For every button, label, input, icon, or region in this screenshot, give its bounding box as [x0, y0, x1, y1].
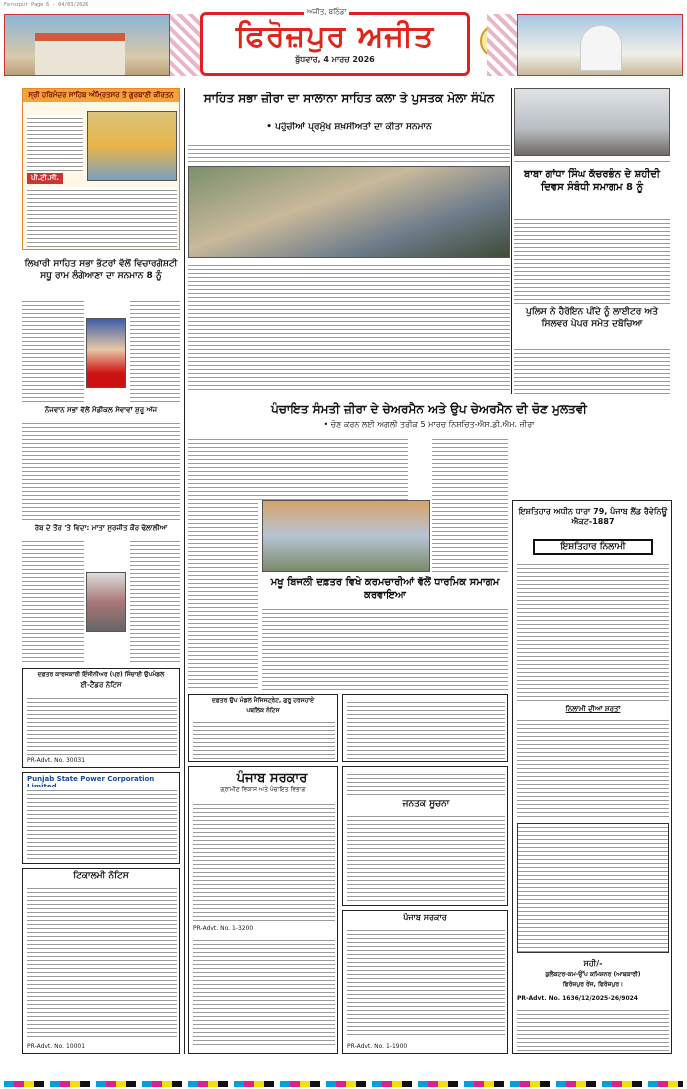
irrigation-tender-title: ਦਫ਼ਤਰ ਕਾਰਜਕਾਰੀ ਇੰਜੀਨੀਅਰ (ਪ੍ਰ) ਸਿੰਚਾਈ ਉਪਮੰਡਲ [37, 671, 165, 678]
sdm-notice-body [193, 719, 335, 759]
obit-text-right [130, 538, 180, 664]
edition-label: ਅਜੀਤ, ਬਠਿੰਡਾ [304, 8, 349, 17]
left-story1-headline: ਲਿਖਾਰੀ ਸਾਹਿਤ ਸਭਾ ਭੱਟਰਾਂ ਵੱਲੋਂ ਵਿਚਾਰਗੋਸ਼ਟੀ ਸਧੂ ਰਾਮ ਲੰਗੇਆਣਾ ਦਾ ਸਨਮਾਨ 8 ਨੂੰ [24, 259, 178, 281]
irrigation-tender-ad [22, 668, 180, 768]
column-rule [511, 88, 512, 394]
right-story-text [514, 216, 670, 304]
sdm-notice-ad [188, 694, 338, 762]
right-photo-caption [514, 158, 670, 164]
govt-ad-2 [342, 910, 508, 1054]
govt-ad2-body [347, 927, 505, 1037]
mid-story-text [188, 436, 408, 500]
left-bottom-notice-pr: PR-Advt. No. 10001 [27, 1043, 86, 1050]
main-headline: ਸਾਹਿਤ ਸਭਾ ਜ਼ੀਰਾ ਦਾ ਸਾਲਾਨਾ ਸਾਹਿਤ ਕਲਾ ਤੇ ਪੁਸਤਕ ਮੇਲਾ ਸੰਪੰਨ [203, 92, 495, 105]
ptc-ad-title: ਸ੍ਰੀ ਹਰਿਮੰਦਰ ਸਾਹਿਬ ਅੰਮ੍ਰਿਤਸਰ ਤੋਂ ਗੁਰਬਾਣੀ ਕੀਰਤਨ [23, 89, 179, 102]
print-color-bar [4, 1081, 683, 1087]
golden-temple-photo [87, 111, 177, 181]
auction-notice-ad [512, 500, 672, 1054]
auction-office: ਫਿਰੋਜ਼ਪੁਰ ਰੇਂਜ, ਫਿਰੋਜ਼ਪੁਰ। [562, 981, 624, 988]
mid-subhead: • ਚੋਣ ਕਰਨ ਲਈ ਅਗਲੀ ਤਰੀਕ 5 ਮਾਰਚ ਨਿਸ਼ਚਿਤ-ਐਸ.ਡੀ.ਐਮ. ਜ਼ੀਰਾ [323, 420, 535, 429]
auction-body [517, 561, 669, 701]
auction-footer [517, 1007, 669, 1051]
govt-ad-body [193, 801, 335, 921]
decorative-pattern-right [487, 14, 517, 76]
pspcl-body [27, 787, 177, 859]
obit-photo [86, 572, 126, 632]
auction-pr-number: PR-Advt. No. 1636/12/2025-26/9024 [517, 995, 638, 1002]
govt-ad-pr: PR-Advt. No. 1-3200 [193, 925, 254, 932]
public-notice-title: ਜਨਤਕ ਸੂਚਨਾ [402, 799, 450, 809]
govt-ad-second [193, 937, 335, 1047]
auction-terms [517, 717, 669, 817]
irrigation-tender-pr: PR-Advt. No. 30031 [27, 757, 86, 764]
left-bottom-notice-title: ਟਿਕਾਲਮੀ ਨੋਟਿਸ [73, 871, 129, 881]
auction-signatory: ਕੁਲੈਕਟਰ-ਕਮ-ਉੱਪ ਕਮਿਸ਼ਨਰ (ਆਬਕਾਰੀ) [545, 971, 641, 978]
left-story1-text-right [130, 298, 180, 404]
left-bottom-notice [22, 868, 180, 1054]
govt-ad-title: ਪੰਜਾਬ ਸਰਕਾਰ [236, 771, 308, 786]
temple-photo-right [517, 14, 683, 76]
ptc-ad-text [27, 115, 83, 171]
auction-sign: ਸਹੀ/- [583, 959, 603, 968]
top-strip: Ferozpur Page 6 - 04/03/2026 [4, 2, 89, 8]
masthead [4, 10, 683, 80]
obit-text [22, 538, 84, 664]
auction-property-table [517, 823, 669, 953]
column-rule [184, 88, 185, 1054]
left-story1-photo [86, 318, 126, 388]
left-story1-text [22, 298, 84, 404]
issue-date: ਬੁੱਧਵਾਰ, 4 ਮਾਰਚ 2026 [295, 55, 375, 64]
left-story2-headline: ਨੌਜਵਾਨ ਸਭਾ ਵੱਲੋਂ ਮੈਡੀਕਲ ਸੇਵਾਵਾਂ ਸ਼ੁਰੂ ਅੱਜ [44, 406, 158, 414]
pspcl-ad [22, 772, 180, 864]
sdm-notice-title: ਦਫ਼ਤਰ ਉਪ ਮੰਡਲ ਮੈਜਿਸਟ੍ਰੇਟ, ਗੁਰੂ ਹਰਸਹਾਏ [211, 697, 315, 704]
auction-headline: ਇਸ਼ਤਿਹਾਰ ਅਧੀਨ ਧਾਰਾ 79, ਪੰਜਾਬ ਲੈਂਡ ਰੈਵੇਨਿਊ ਐਕਟ-1887 [518, 507, 668, 526]
govt-ad2-title: ਪੰਜਾਬ ਸਰਕਾਰ [403, 913, 447, 922]
page-title: ਫਿਰੋਜ਼ਪੁਰ ਅਜੀਤ [235, 19, 435, 54]
decorative-pattern-left [170, 14, 200, 76]
pspcl-company: Punjab State Power Corporation [27, 775, 155, 783]
mid-story2-photo [262, 500, 430, 572]
ptc-ad-schedule [27, 187, 177, 247]
auction-terms-label: ਨਿਲਾਮੀ ਦੀਆਂ ਸ਼ਰਤਾਂ [565, 705, 621, 713]
left-bottom-notice-body [27, 885, 177, 1037]
mid-story-right-column [432, 436, 508, 572]
table-notice-ad [342, 694, 508, 762]
main-subhead: • ਪਹੁੰਚੀਆਂ ਪ੍ਰਮੁੱਖ ਸ਼ਖ਼ਸੀਅਤਾਂ ਦਾ ਕੀਤਾ ਸਨਮਾਨ [266, 122, 432, 132]
mid-story2-headline: ਮਖੂ ਬਿਜਲੀ ਦਫ਼ਤਰ ਵਿਖੇ ਕਰਮਚਾਰੀਆਂ ਵੱਲੋਂ ਧਾਰਮਿਕ ਸਮਾਗਮ ਕਰਵਾਇਆ [270, 577, 500, 601]
govt-ad-dept: ਗ੍ਰਾਮੀਣ ਵਿਕਾਸ ਅਤੇ ਪੰਚਾਇਤ ਵਿਭਾਗ [220, 786, 306, 793]
public-notice-body [347, 813, 505, 901]
main-story-text [188, 142, 510, 162]
left-story2-text [22, 420, 180, 520]
sdm-notice-sub: ਪਬਲਿਕ ਨੋਟਿਸ [246, 707, 280, 714]
mid-headline: ਪੰਚਾਇਤ ਸੰਮਤੀ ਜ਼ੀਰਾ ਦੇ ਚੇਅਰਮੈਨ ਅਤੇ ਉਪ ਚੇਅਰਮੈਨ ਦੀ ਚੋਣ ਮੁਲਤਵੀ [271, 402, 587, 416]
right-story2-headline: ਪੁਲਿਸ ਨੇ ਹੈਰੋਇਨ ਪੀਂਦੇ ਨੂੰ ਲਾਈਟਰ ਅਤੇ ਸਿਲਵਰ ਪੇਪਰ ਸਮੇਤ ਦਬੋਚਿਆ [526, 307, 658, 329]
title-box [200, 12, 470, 76]
main-story-columns [188, 262, 510, 392]
ptc-ad [22, 88, 180, 250]
public-notice-ad [342, 766, 508, 906]
right-story-headline: ਬਾਬਾ ਗਾਂਧਾ ਸਿੰਘ ਕੱਚਰਭੰਨ ਦੇ ਸ਼ਹੀਦੀ ਦਿਵਸ ਸੰਬੰਧੀ ਸਮਾਗਮ 8 ਨੂੰ [523, 169, 661, 193]
table-notice-body [347, 699, 505, 759]
ptc-channel-badge: ਪੀ.ਟੀ.ਸੀ. [27, 173, 63, 184]
mid-story2-text [262, 606, 508, 690]
govt-ad-rural [188, 766, 338, 1054]
irrigation-tender-body [27, 695, 177, 755]
temple-photo-left [4, 14, 170, 76]
mid-story2-left-column [188, 500, 258, 690]
public-notice-head [347, 771, 505, 795]
right-story-photo [514, 88, 670, 156]
main-story-photo [188, 166, 510, 258]
irrigation-tender-label: ਈ-ਟੈਂਡਰ ਨੋਟਿਸ [80, 681, 122, 689]
govt-ad2-pr: PR-Advt. No. 1-1900 [347, 1043, 408, 1050]
obit-headline: ਰੱਬ ਦੇ ਤੌਰ 'ਤੇ ਵਿਦਾ: ਮਾਤਾ ਸੁਰਜੀਤ ਕੌਰ ਢੋਲਾਲੀਆ [34, 524, 168, 532]
right-story2-text [514, 346, 670, 394]
auction-subtitle: ਇਸ਼ਤਿਹਾਰ ਨਿਲਾਮੀ [533, 539, 653, 555]
